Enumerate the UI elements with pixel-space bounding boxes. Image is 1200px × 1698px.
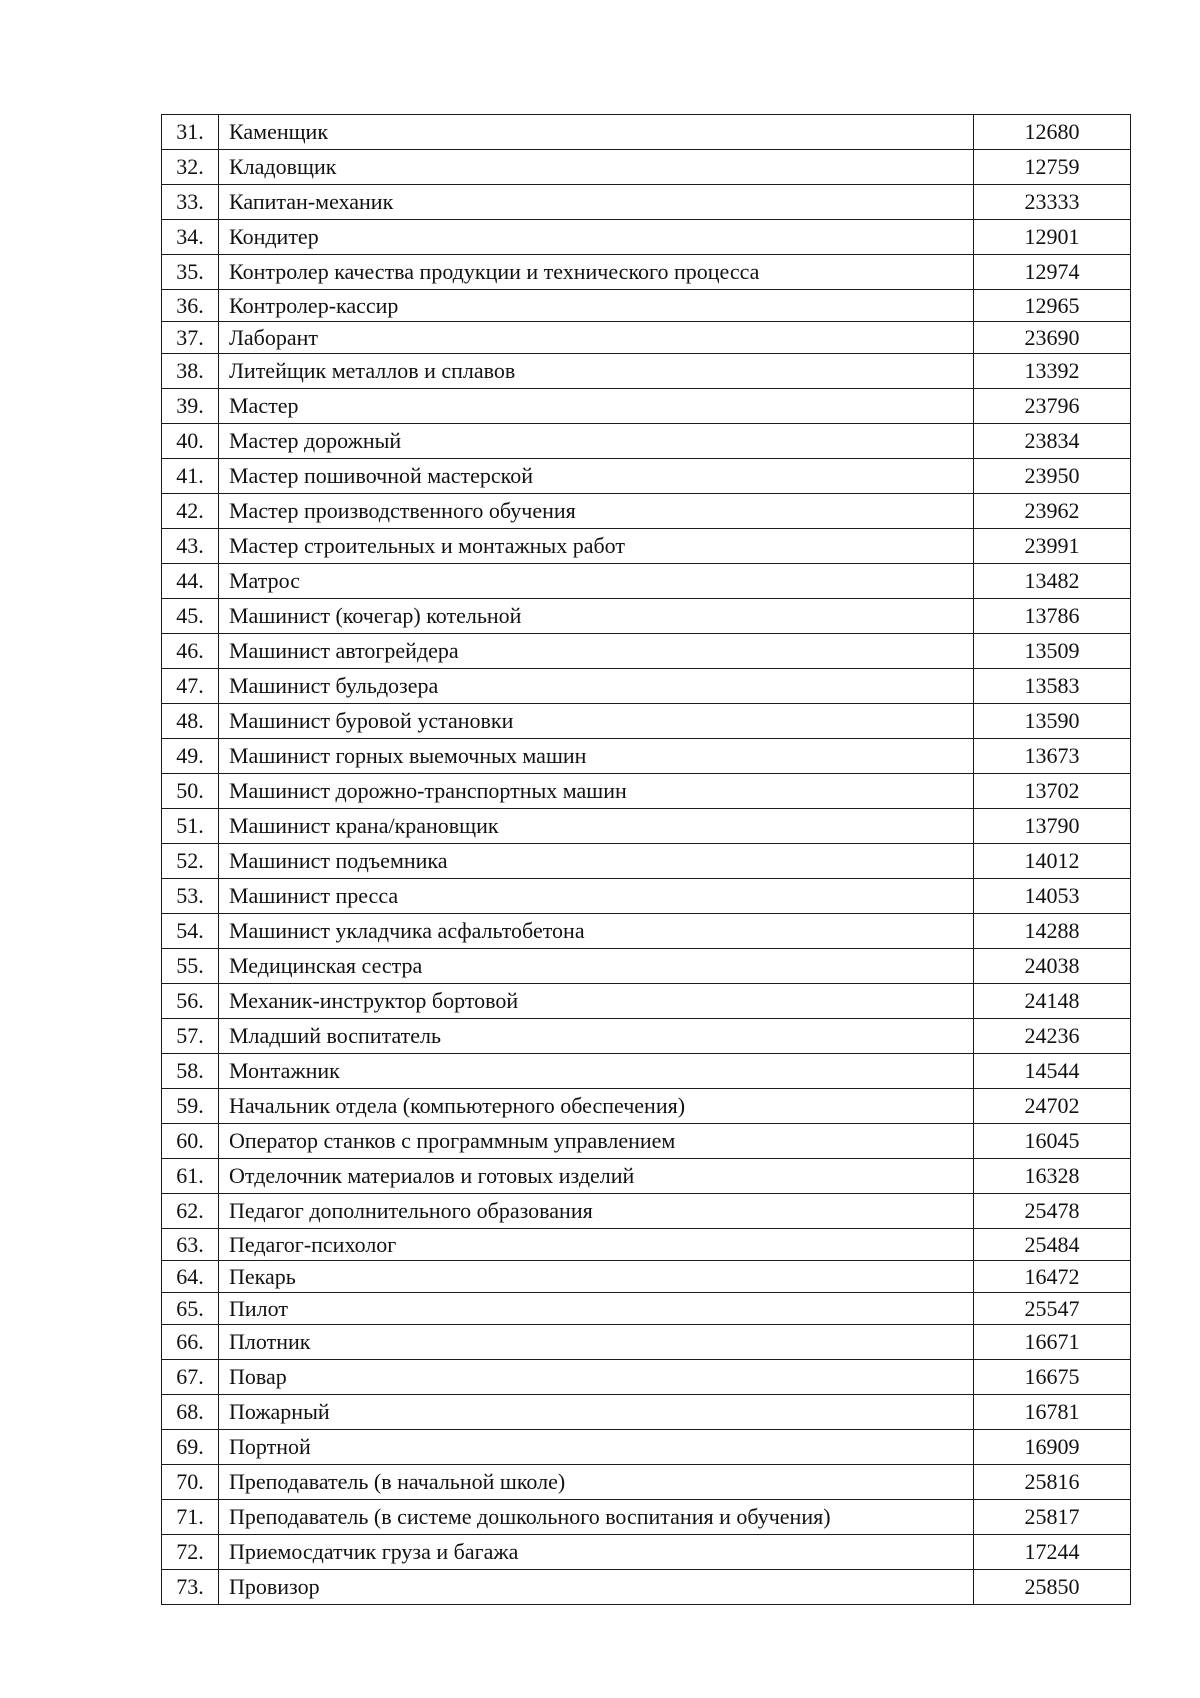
row-number-cell: 36.	[162, 290, 219, 322]
table-body	[162, 115, 1131, 1605]
table-row	[162, 984, 1131, 1019]
profession-name-cell: Педагог-психолог	[219, 1229, 974, 1261]
profession-code-table	[161, 114, 1131, 1605]
profession-name-cell: Лаборант	[219, 322, 974, 354]
row-number-cell: 68.	[162, 1395, 219, 1430]
row-number-cell: 60.	[162, 1124, 219, 1159]
table-row	[162, 949, 1131, 984]
profession-name-cell: Пожарный	[219, 1395, 974, 1430]
profession-code-cell: 13590	[974, 704, 1131, 739]
profession-name-cell: Повар	[219, 1360, 974, 1395]
row-number-cell: 67.	[162, 1360, 219, 1395]
profession-code-cell: 16045	[974, 1124, 1131, 1159]
profession-code-cell: 25547	[974, 1293, 1131, 1325]
table-row	[162, 1229, 1131, 1261]
profession-code-cell: 12901	[974, 220, 1131, 255]
profession-code-cell: 16675	[974, 1360, 1131, 1395]
profession-code-cell: 23333	[974, 185, 1131, 220]
row-number-cell: 70.	[162, 1465, 219, 1500]
profession-name-cell: Кладовщик	[219, 150, 974, 185]
table-row	[162, 290, 1131, 322]
table-row	[162, 322, 1131, 354]
profession-name-cell: Провизор	[219, 1570, 974, 1605]
row-number-cell: 32.	[162, 150, 219, 185]
row-number-cell: 37.	[162, 322, 219, 354]
table-row	[162, 1500, 1131, 1535]
profession-name-cell: Начальник отдела (компьютерного обеспечения)	[219, 1089, 974, 1124]
profession-code-cell: 23796	[974, 389, 1131, 424]
profession-name-cell: Машинист автогрейдера	[219, 634, 974, 669]
profession-code-cell: 23962	[974, 494, 1131, 529]
row-number-cell: 38.	[162, 354, 219, 389]
table-row	[162, 459, 1131, 494]
table-row	[162, 1395, 1131, 1430]
row-number-cell: 58.	[162, 1054, 219, 1089]
table-row	[162, 1124, 1131, 1159]
profession-name-cell: Машинист (кочегар) котельной	[219, 599, 974, 634]
row-number-cell: 69.	[162, 1430, 219, 1465]
profession-name-cell: Капитан-механик	[219, 185, 974, 220]
profession-code-cell: 13790	[974, 809, 1131, 844]
row-number-cell: 72.	[162, 1535, 219, 1570]
table-row	[162, 879, 1131, 914]
profession-name-cell: Матрос	[219, 564, 974, 599]
profession-code-cell: 13482	[974, 564, 1131, 599]
profession-code-cell: 25816	[974, 1465, 1131, 1500]
table-row	[162, 1089, 1131, 1124]
profession-name-cell: Плотник	[219, 1325, 974, 1360]
table-row	[162, 1465, 1131, 1500]
row-number-cell: 31.	[162, 115, 219, 150]
table-row	[162, 1325, 1131, 1360]
profession-code-cell: 23991	[974, 529, 1131, 564]
profession-code-cell: 14053	[974, 879, 1131, 914]
profession-code-cell: 16472	[974, 1261, 1131, 1293]
row-number-cell: 43.	[162, 529, 219, 564]
profession-code-cell: 14288	[974, 914, 1131, 949]
profession-code-cell: 23834	[974, 424, 1131, 459]
profession-code-cell: 13702	[974, 774, 1131, 809]
table-row	[162, 1430, 1131, 1465]
table-row	[162, 150, 1131, 185]
profession-name-cell: Младший воспитатель	[219, 1019, 974, 1054]
table-row	[162, 774, 1131, 809]
profession-code-cell: 12759	[974, 150, 1131, 185]
profession-code-cell: 12680	[974, 115, 1131, 150]
profession-name-cell: Мастер пошивочной мастерской	[219, 459, 974, 494]
row-number-cell: 41.	[162, 459, 219, 494]
profession-code-cell: 16328	[974, 1159, 1131, 1194]
profession-name-cell: Преподаватель (в системе дошкольного воспитания и обучения)	[219, 1500, 974, 1535]
profession-name-cell: Машинист пресса	[219, 879, 974, 914]
profession-name-cell: Пилот	[219, 1293, 974, 1325]
profession-name-cell: Педагог дополнительного образования	[219, 1194, 974, 1229]
table-row	[162, 354, 1131, 389]
table-row	[162, 634, 1131, 669]
profession-name-cell: Контролер качества продукции и технического процесса	[219, 255, 974, 290]
profession-name-cell: Преподаватель (в начальной школе)	[219, 1465, 974, 1500]
row-number-cell: 64.	[162, 1261, 219, 1293]
profession-code-cell: 25817	[974, 1500, 1131, 1535]
table-row	[162, 564, 1131, 599]
row-number-cell: 56.	[162, 984, 219, 1019]
table-row	[162, 389, 1131, 424]
profession-code-cell: 25850	[974, 1570, 1131, 1605]
profession-name-cell: Приемосдатчик груза и багажа	[219, 1535, 974, 1570]
table-row	[162, 1535, 1131, 1570]
row-number-cell: 46.	[162, 634, 219, 669]
profession-code-cell: 13673	[974, 739, 1131, 774]
row-number-cell: 42.	[162, 494, 219, 529]
profession-name-cell: Отделочник материалов и готовых изделий	[219, 1159, 974, 1194]
row-number-cell: 45.	[162, 599, 219, 634]
profession-code-cell: 14544	[974, 1054, 1131, 1089]
row-number-cell: 44.	[162, 564, 219, 599]
table-row	[162, 424, 1131, 459]
profession-code-cell: 12965	[974, 290, 1131, 322]
table-row	[162, 809, 1131, 844]
table-row	[162, 704, 1131, 739]
row-number-cell: 49.	[162, 739, 219, 774]
table-row	[162, 844, 1131, 879]
table-row	[162, 529, 1131, 564]
row-number-cell: 52.	[162, 844, 219, 879]
profession-code-cell: 25484	[974, 1229, 1131, 1261]
profession-code-cell: 25478	[974, 1194, 1131, 1229]
row-number-cell: 51.	[162, 809, 219, 844]
row-number-cell: 39.	[162, 389, 219, 424]
profession-name-cell: Оператор станков с программным управлением	[219, 1124, 974, 1159]
table-row	[162, 255, 1131, 290]
profession-name-cell: Литейщик металлов и сплавов	[219, 354, 974, 389]
profession-code-cell: 24702	[974, 1089, 1131, 1124]
profession-name-cell: Медицинская сестра	[219, 949, 974, 984]
profession-name-cell: Машинист дорожно-транспортных машин	[219, 774, 974, 809]
profession-code-cell: 12974	[974, 255, 1131, 290]
row-number-cell: 61.	[162, 1159, 219, 1194]
row-number-cell: 59.	[162, 1089, 219, 1124]
profession-code-cell: 23690	[974, 322, 1131, 354]
profession-code-cell: 13786	[974, 599, 1131, 634]
profession-code-cell: 24038	[974, 949, 1131, 984]
profession-code-cell: 16671	[974, 1325, 1131, 1360]
row-number-cell: 66.	[162, 1325, 219, 1360]
row-number-cell: 40.	[162, 424, 219, 459]
profession-code-cell: 23950	[974, 459, 1131, 494]
profession-name-cell: Мастер	[219, 389, 974, 424]
table-row	[162, 599, 1131, 634]
profession-name-cell: Машинист бульдозера	[219, 669, 974, 704]
profession-code-cell: 17244	[974, 1535, 1131, 1570]
row-number-cell: 71.	[162, 1500, 219, 1535]
row-number-cell: 33.	[162, 185, 219, 220]
profession-code-cell: 13583	[974, 669, 1131, 704]
table-row	[162, 669, 1131, 704]
profession-name-cell: Мастер производственного обучения	[219, 494, 974, 529]
row-number-cell: 73.	[162, 1570, 219, 1605]
table-row	[162, 1360, 1131, 1395]
row-number-cell: 62.	[162, 1194, 219, 1229]
profession-name-cell: Мастер строительных и монтажных работ	[219, 529, 974, 564]
table-row	[162, 1054, 1131, 1089]
profession-name-cell: Кондитер	[219, 220, 974, 255]
row-number-cell: 55.	[162, 949, 219, 984]
table-row	[162, 1194, 1131, 1229]
profession-code-cell: 24236	[974, 1019, 1131, 1054]
table-row	[162, 494, 1131, 529]
profession-name-cell: Машинист горных выемочных машин	[219, 739, 974, 774]
profession-name-cell: Контролер-кассир	[219, 290, 974, 322]
table-row	[162, 1293, 1131, 1325]
profession-name-cell: Машинист укладчика асфальтобетона	[219, 914, 974, 949]
row-number-cell: 34.	[162, 220, 219, 255]
profession-name-cell: Машинист подъемника	[219, 844, 974, 879]
profession-name-cell: Монтажник	[219, 1054, 974, 1089]
row-number-cell: 54.	[162, 914, 219, 949]
profession-name-cell: Пекарь	[219, 1261, 974, 1293]
profession-name-cell: Портной	[219, 1430, 974, 1465]
row-number-cell: 48.	[162, 704, 219, 739]
profession-name-cell: Мастер дорожный	[219, 424, 974, 459]
profession-name-cell: Машинист буровой установки	[219, 704, 974, 739]
row-number-cell: 50.	[162, 774, 219, 809]
profession-code-cell: 24148	[974, 984, 1131, 1019]
profession-code-cell: 16781	[974, 1395, 1131, 1430]
table-row	[162, 1159, 1131, 1194]
table-row	[162, 185, 1131, 220]
table-row	[162, 739, 1131, 774]
table-row	[162, 115, 1131, 150]
row-number-cell: 65.	[162, 1293, 219, 1325]
table-row	[162, 1019, 1131, 1054]
profession-name-cell: Каменщик	[219, 115, 974, 150]
row-number-cell: 53.	[162, 879, 219, 914]
row-number-cell: 63.	[162, 1229, 219, 1261]
table-row	[162, 1570, 1131, 1605]
row-number-cell: 57.	[162, 1019, 219, 1054]
profession-code-cell: 14012	[974, 844, 1131, 879]
row-number-cell: 47.	[162, 669, 219, 704]
table-row	[162, 220, 1131, 255]
profession-code-cell: 16909	[974, 1430, 1131, 1465]
table-row	[162, 1261, 1131, 1293]
profession-name-cell: Механик-инструктор бортовой	[219, 984, 974, 1019]
profession-code-cell: 13392	[974, 354, 1131, 389]
table-row	[162, 914, 1131, 949]
profession-name-cell: Машинист крана/крановщик	[219, 809, 974, 844]
row-number-cell: 35.	[162, 255, 219, 290]
profession-code-cell: 13509	[974, 634, 1131, 669]
